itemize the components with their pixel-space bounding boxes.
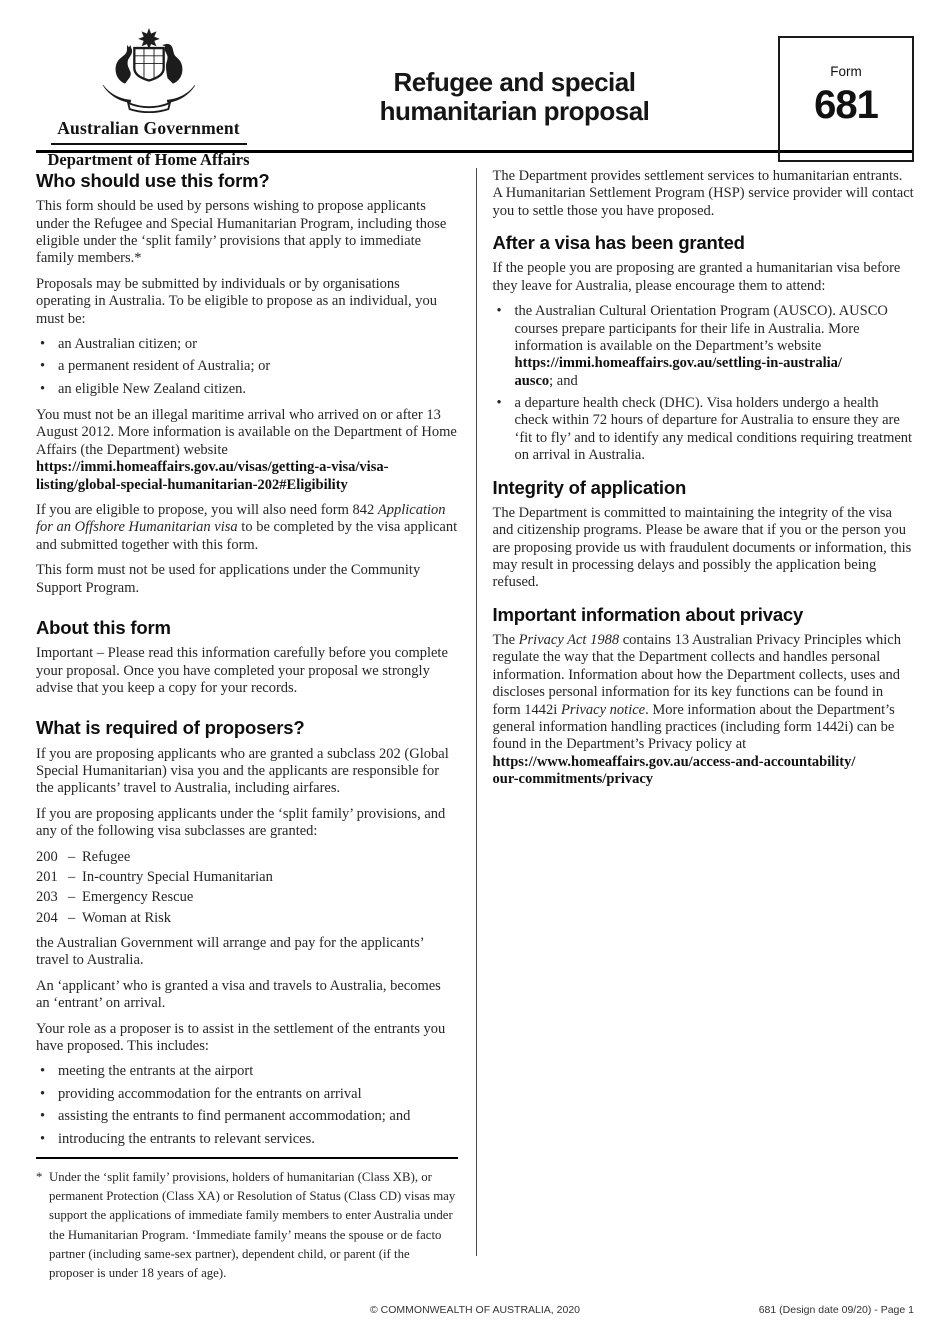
coat-of-arms-icon xyxy=(91,28,207,113)
paragraph: If you are proposing applicants who are granted a subclass 202 (Global Special Humanitarian) visa you and the applicants are responsible for the applicants’ travel to Australia, including airfares. xyxy=(36,745,449,797)
page-footer xyxy=(36,1304,914,1318)
subclass-row: 203 – Emergency Rescue xyxy=(36,889,194,906)
section-heading-after-visa: After a visa has been granted xyxy=(492,232,745,254)
list-item: • a permanent resident of Australia; or xyxy=(40,358,271,375)
subclass-row: 200 – Refugee xyxy=(36,848,131,865)
privacy-act-title: Privacy Act 1988 xyxy=(518,631,620,648)
paragraph: If the people you are proposing are granted a humanitarian visa before they leave for Australia, please encourage them to attend: xyxy=(492,260,901,294)
after-visa-list xyxy=(493,303,915,465)
asterisk-marker: * xyxy=(36,1169,43,1184)
bullet-icon: • xyxy=(496,303,502,320)
eligibility-list xyxy=(36,336,458,403)
page-body xyxy=(0,153,950,1280)
list-item: • a departure health check (DHC). Visa holders undergo a health check within 72 hours of departure for Australia to ensure they are ‘fit to fly’ and to identify any medical conditions requiring treatment on arrival in Australia. xyxy=(496,395,913,464)
paragraph: The Privacy Act 1988 contains 13 Australian Privacy Principles which regulate the way that the Department collects and handles personal information. Information about how the Department collects, uses and discloses personal information for its key functions can be found in form 1442i Privacy notice. More information about the Department’s general information handling practices (including form 1442i) can be found in the Department’s Privacy policy at https://www.homeaffairs.gov.au/access-and-accountability/ our-commitments/privacy xyxy=(492,631,901,788)
paragraph: The Department provides settlement services to humanitarian entrants. A Humanitarian Settlement Program (HSP) service provider will contact you to settle those you have proposed. xyxy=(492,168,914,219)
page-header xyxy=(0,0,950,169)
footnote xyxy=(36,1157,458,1283)
form-title xyxy=(251,28,778,126)
paragraph: Your role as a proposer is to assist in the settlement of the entrants you have proposed. This includes: xyxy=(36,1020,446,1055)
eligibility-url-link[interactable]: listing/global-special-humanitarian-202#Eligibility xyxy=(36,476,348,493)
section-heading-integrity: Integrity of application xyxy=(492,476,687,498)
footnote-text: * Under the ‘split family’ provisions, holders of humanitarian (Class XB), or permanent Protection (Class XA) or Resolution of Status (Class CD) visas may support the applications of immediate family members to enter Australia under the Humanitarian Program. ‘Immediate family’ means the spouse or de facto partner (including same-sex partner), dependent child, or parent (if the proposer is under 18 years of age). xyxy=(36,1169,456,1280)
logo-divider xyxy=(51,143,247,145)
form-title-line2: humanitarian proposal xyxy=(379,96,650,127)
paragraph: You must not be an illegal maritime arrival who arrived on or after 13 August 2012. More information is available on the Department of Home Affairs (the Department) website https://immi.homeaffairs.gov.au/visas/getting-a-visa/visa- listing/global-special-humanitarian-202#Eligibility xyxy=(36,407,457,493)
list-item: • an eligible New Zealand citizen. xyxy=(40,380,247,397)
paragraph: This form must not be used for applications under the Community Support Program. xyxy=(36,562,421,596)
proposer-role-list xyxy=(36,1063,458,1153)
bullet-icon: • xyxy=(40,380,46,397)
form-title-line1: Refugee and special xyxy=(393,67,636,97)
paragraph: Proposals may be submitted by individuals or by organisations operating in Australia. To be eligible to propose as an individual, you must be: xyxy=(36,275,438,327)
section-heading-required: What is required of proposers? xyxy=(36,717,305,739)
right-column xyxy=(476,168,915,1256)
eligibility-url-link[interactable]: https://immi.homeaffairs.gov.au/visas/getting-a-visa/visa- xyxy=(36,459,389,476)
privacy-policy-url-link[interactable]: our-commitments/privacy xyxy=(492,771,654,788)
bullet-icon: • xyxy=(40,358,46,375)
list-item: • assisting the entrants to find permanent accommodation; and xyxy=(40,1108,411,1125)
section-heading-who: Who should use this form? xyxy=(36,170,270,191)
form-number-box xyxy=(778,36,914,162)
paragraph: This form should be used by persons wishing to propose applicants under the Refugee and Special Humanitarian Program, including those eligible under the ‘split family’ provisions that apply to immediate family members.* xyxy=(36,198,447,267)
bullet-icon: • xyxy=(40,1130,46,1147)
list-item: • the Australian Cultural Orientation Program (AUSCO). AUSCO courses prepare participants for their life in Australia. More information is available on the Department’s website https://immi.homeaffairs.gov.au/settling-in-australia/ ausco; and xyxy=(496,303,888,389)
subclass-row: 204 – Woman at Risk xyxy=(36,909,172,926)
department-name: Department of Home Affairs xyxy=(47,150,250,169)
copyright-text: © COMMONWEALTH OF AUSTRALIA, 2020 xyxy=(370,1304,580,1316)
paragraph: If you are proposing applicants under the ‘split family’ provisions, and any of the following visa subclasses are granted: xyxy=(36,805,446,840)
bullet-icon: • xyxy=(40,1085,46,1102)
left-column xyxy=(36,168,476,1280)
ausco-url-link[interactable]: ausco xyxy=(514,372,550,389)
bullet-icon: • xyxy=(40,1108,46,1125)
paragraph: Important – Please read this information carefully before you complete your proposal. Once you have completed your proposal we strongly advise that you keep a copy for your records. xyxy=(36,645,448,696)
bullet-icon: • xyxy=(40,1063,46,1080)
section-heading-about: About this form xyxy=(36,617,171,638)
footnote-rule xyxy=(36,1157,458,1159)
section-heading-privacy: Important information about privacy xyxy=(492,603,804,625)
privacy-notice-title: Privacy notice xyxy=(560,701,646,718)
bullet-icon: • xyxy=(40,335,46,352)
coat-of-arms-block xyxy=(46,28,251,170)
privacy-policy-url-link[interactable]: https://www.homeaffairs.gov.au/access-and-accountability/ xyxy=(492,753,856,770)
visa-subclass-list xyxy=(36,849,458,931)
page-number-text: 681 (Design date 09/20) - Page 1 xyxy=(758,1304,914,1316)
paragraph: An ‘applicant’ who is granted a visa and travels to Australia, becomes an ‘entrant’ on arrival. xyxy=(36,977,441,1012)
paragraph: If you are eligible to propose, you will also need form 842 Application for an Offshore Humanitarian visa to be completed by the visa applicant and submitted together with this form. xyxy=(36,502,458,553)
form-842-title: Application for an Offshore Humanitarian visa xyxy=(36,502,446,536)
form-label: Form xyxy=(830,64,862,79)
list-item: • introducing the entrants to relevant services. xyxy=(40,1130,315,1147)
list-item: • meeting the entrants at the airport xyxy=(40,1063,254,1080)
list-item: • an Australian citizen; or xyxy=(40,335,197,352)
subclass-row: 201 – In-country Special Humanitarian xyxy=(36,868,273,885)
ausco-url-link[interactable]: https://immi.homeaffairs.gov.au/settling-in-australia/ xyxy=(514,355,842,372)
form-number: 681 xyxy=(814,83,878,127)
list-item: • providing accommodation for the entrants on arrival xyxy=(40,1085,362,1102)
government-name: Australian Government xyxy=(57,118,240,138)
paragraph: the Australian Government will arrange and pay for the applicants’ travel to Australia. xyxy=(36,935,424,969)
bullet-icon: • xyxy=(496,395,502,412)
paragraph: The Department is committed to maintaining the integrity of the visa and citizenship programs. Please be aware that if you or the person you are proposing provide us with fraudulent documents or information, this may result in processing delays and possibly the application being refused. xyxy=(492,504,912,591)
